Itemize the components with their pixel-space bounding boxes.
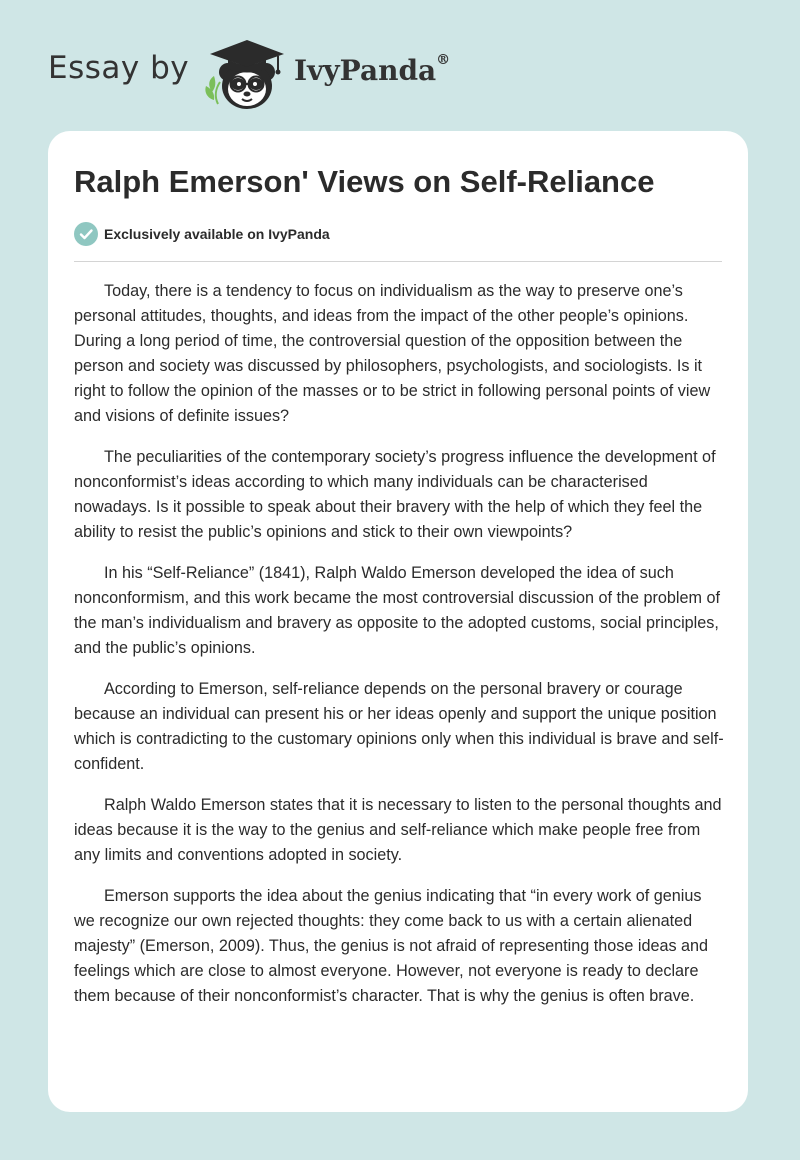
exclusive-badge — [74, 222, 330, 246]
registered-mark: ® — [436, 52, 451, 68]
check-circle-icon — [74, 222, 98, 246]
paragraph: In his “Self-Reliance” (1841), Ralph Waldo Emerson developed the idea of such nonconformism, and this work became the most controversial discussion of the problem of the man’s individualism and bravery as opposite to the adopted customs, social principles, and the public’s opinions. — [74, 564, 720, 657]
essay-title: Ralph Emerson' Views on Self-Reliance — [74, 164, 655, 199]
paragraph: According to Emerson, self-reliance depends on the personal bravery or courage because an individual can present his or her ideas openly and support the unique position which is contradicting to the customary opinions only when this individual is brave and self-confident. — [74, 680, 724, 773]
paragraph: Ralph Waldo Emerson states that it is necessary to listen to the personal thoughts and ideas because it is the way to the genius and self-reliance which make people free from any limits and conventions adopted in society. — [74, 796, 722, 864]
paragraph: Today, there is a tendency to focus on individualism as the way to preserve one’s personal attitudes, thoughts, and ideas from the impact of the other people’s opinions. During a long period of time, the controversial question of the opposition between the person and society was discussed by philosophers, psychologists, and sociologists. Is it right to follow the opinion of the masses or to be strict in following personal points of view and visions of definite issues? — [74, 282, 711, 425]
site-header — [0, 0, 800, 130]
title-divider — [74, 261, 722, 262]
brand-name[interactable] — [294, 54, 450, 87]
panda-graduation-cap-icon[interactable] — [198, 34, 294, 114]
essay-by-label: Essay by — [48, 50, 190, 86]
exclusive-badge-text: Exclusively available on IvyPanda — [104, 226, 330, 242]
paragraph: The peculiarities of the contemporary society’s progress influence the development of nonconformist’s ideas according to which many individuals can be characterised nowadays. Is it possible to speak about their bravery with the help of which they feel the ability to resist the public’s opinions and stick to their own viewpoints? — [74, 448, 716, 541]
essay-body — [74, 279, 724, 1025]
brand-name-text: IvyPanda — [294, 54, 437, 87]
paragraph: Emerson supports the idea about the genius indicating that “in every work of genius we recognize our own rejected thoughts: they come back to us with a certain alienated majesty” (Emerson, 2009). Thus, the genius is not afraid of representing those ideas and feelings which are close to almost everyone. However, not everyone is ready to declare them because of their nonconformist’s character. That is why the genius is often brave. — [74, 887, 709, 1005]
essay-card — [48, 131, 748, 1112]
